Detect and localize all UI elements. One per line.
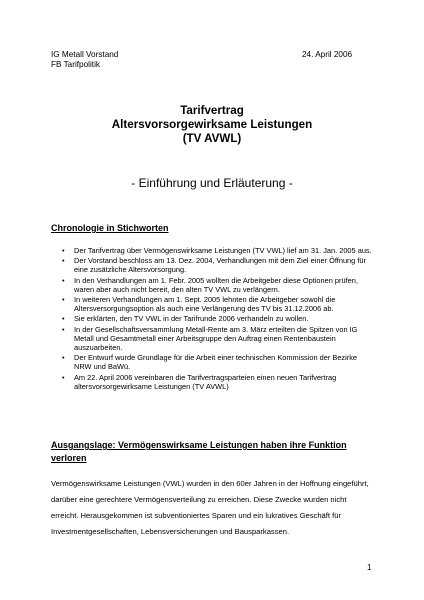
document-title [0, 104, 424, 146]
section-body-text: Vermögenswirksame Leistungen (VWL) wurden in den 60er Jahren in der Hoffnung eingeführt, darüber eine gerechtere Vermögensverteilung zu erreichen. Diese Zwecke wurden nicht erreicht. Herausgekommen ist subventioniertes Sparen und ein lukratives Geschäft für Investmentgesellschaften, Lebensversicherungen und Bausparkassen. [51, 479, 369, 536]
chronology-heading: Chronologie in Stichworten [51, 223, 169, 233]
chronology-item: • In der Gesellschaftsversammlung Metall-Rente am 3. März erteilten die Spitzen von IG Metall und Gesamtmetall einer Arbeitsgruppe den Auftrag einen Rentenbaustein auszuarbeiten. [62, 325, 372, 353]
section-heading-ausgangslage: Ausgangslage: Vermögenswirksame Leistungen haben ihre Funktion verloren [51, 440, 347, 463]
chronology-item: • In den Verhandlungen am 1. Febr. 2005 wollten die Arbeitgeber diese Optionen prüfen, waren aber auch nicht bereit, den alten TV VWL zu verlängern. [62, 276, 372, 294]
chronology-item: • Der Tarifvertrag über Vermögenswirksame Leistungen (TV VWL) lief am 31. Jan. 2005 aus. [62, 246, 372, 255]
chronology-item: • Der Vorstand beschloss am 13. Dez. 2004, Verhandlungen mit dem Ziel einer Öffnung für eine zusätzliche Altersvorsorgung. [62, 256, 372, 274]
header-organization [51, 50, 118, 70]
header-date: 24. April 2006 [302, 50, 353, 59]
org-line-2: FB Tarifpolitik [51, 60, 100, 69]
chronology-item: • In weiteren Verhandlungen am 1. Sept. 2005 lehnten die Arbeitgeber sowohl die Altersversorgungsoption als auch eine Verlängerung des TV bis 31.12.2006 ab. [62, 295, 372, 313]
chronology-item: • Am 22. April 2006 vereinbaren die Tarifvertragsparteien einen neuen Tarifvertrag altersvorsorgewirksame Leistungen (TV AVWL) [62, 373, 372, 391]
org-line-1: IG Metall Vorstand [51, 50, 119, 59]
title-line-1: Tarifvertrag [180, 104, 244, 117]
page-number: 1 [367, 563, 372, 572]
chronology-list [62, 246, 372, 392]
document-subtitle: - Einführung und Erläuterung - [131, 176, 293, 190]
chronology-item: • Sie erklärten, den TV VWL in der Tarifrunde 2006 verhandeln zu wollen. [62, 314, 372, 323]
chronology-item: • Der Entwurf wurde Grundlage für die Arbeit einer technischen Kommission der Bezirke NRW und BaWü. [62, 353, 372, 371]
title-line-2: Altersvorsorgewirksame Leistungen [111, 118, 313, 131]
title-line-3: (TV AVWL) [182, 132, 242, 145]
